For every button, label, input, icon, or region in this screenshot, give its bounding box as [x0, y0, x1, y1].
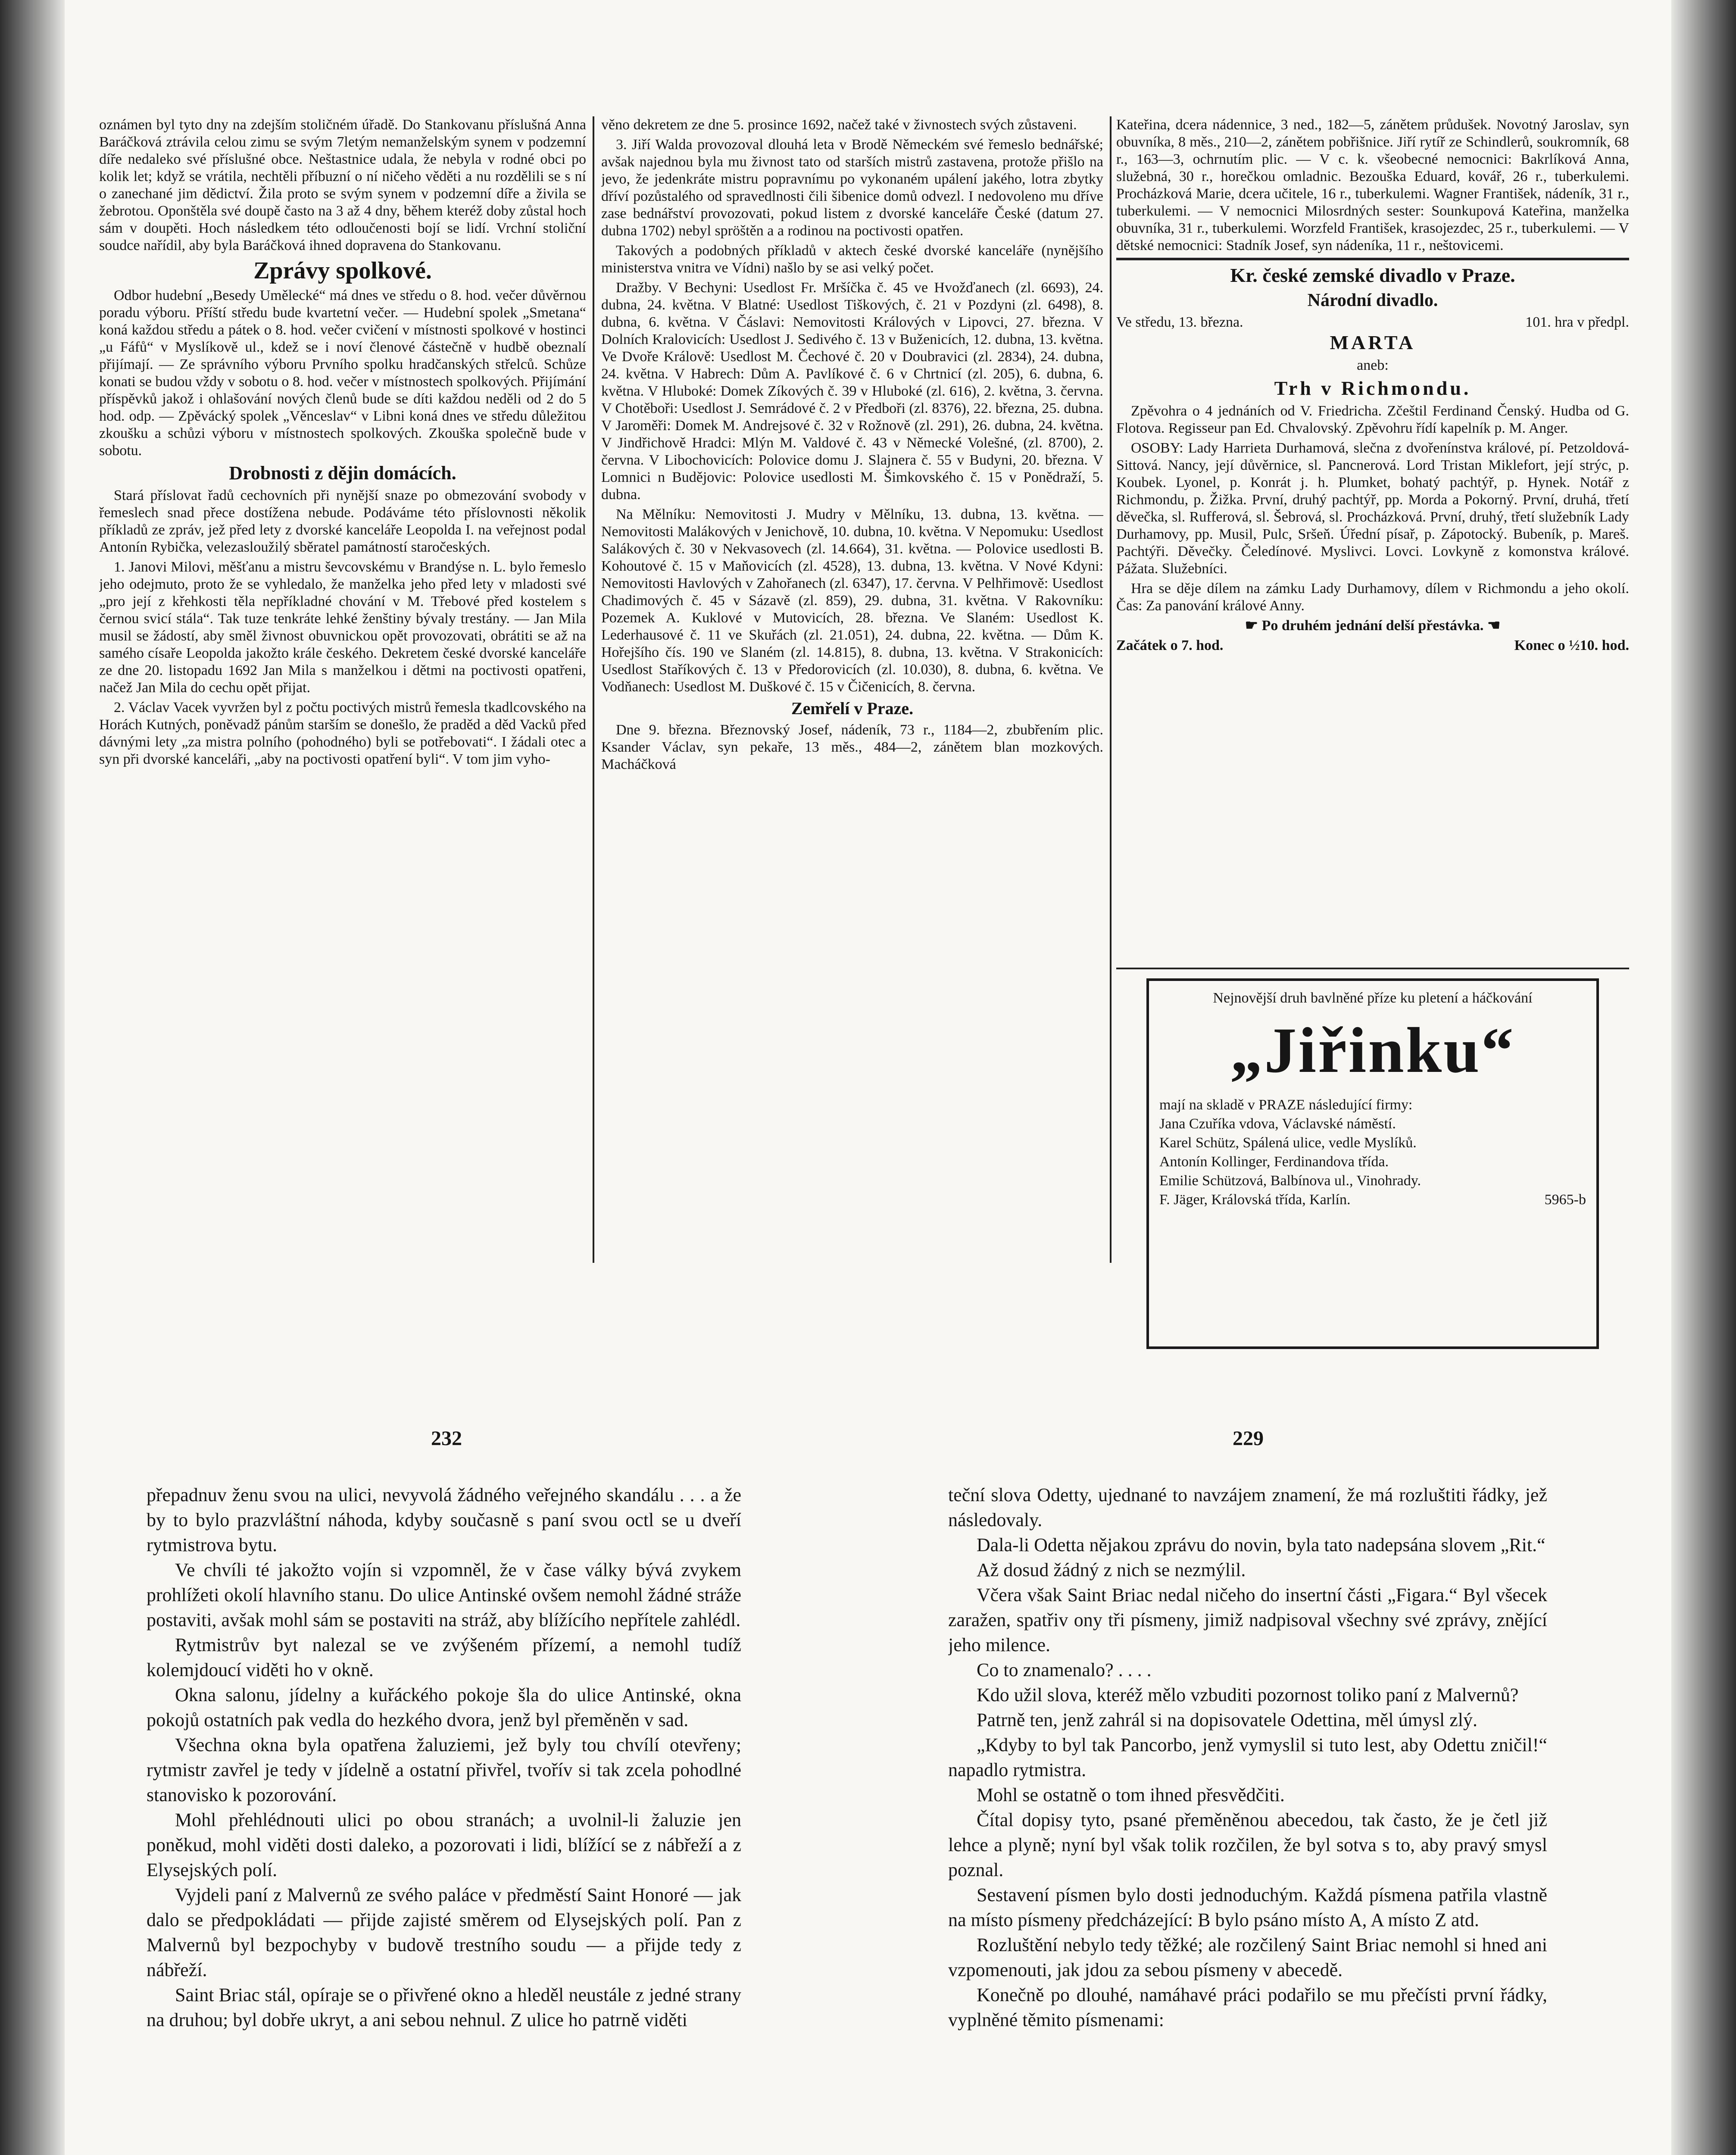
ad-firm: Antonín Kollinger, Ferdinandova třída.	[1159, 1154, 1389, 1170]
book-paragraph: Vyjdeli paní z Malvernů ze svého paláce v předměstí Saint Honoré — jak dalo se předpokládati — přijde zajisté směrem od Elysejských polí. Pan z Malvernů byl bezpochyby v budově trestního soudu — a přijde tedy z nábřeží.	[147, 1884, 741, 1980]
news-column-3	[1116, 116, 1629, 970]
book-paragraph: Všechna okna byla opatřena žaluziemi, jež byly tou chvílí otevřeny; rytmistr zavřel je tedy v jídelně a ostatní přivřel, tvořív si tak zcela pohodlné stanovisko k pozorování.	[147, 1734, 741, 1805]
book-paragraph: přepadnuv ženu svou na ulici, nevyvolá žádného veřejného skandálu . . . a že by to bylo prazvláštní náhoda, kdyby současně s paní svou octl se u dveří rytmistrova bytu.	[147, 1484, 741, 1555]
book-paragraph: Čítal dopisy tyto, psané přeměněnou abecedou, tak často, že je četl již lehce a plyně; nyní byl však tolik rozčilen, že byl sotva s to, aby pravý smysl poznal.	[948, 1809, 1547, 1880]
book-paragraph: „Kdyby to byl tak Pancorbo, jenž vymyslil si tuto lest, aby Odettu zničil!“ napadlo rytmistra.	[948, 1734, 1547, 1780]
column-rule	[1110, 116, 1112, 1263]
news-paragraph: Na Mělníku: Nemovitosti J. Mudry v Mělníku, 13. dubna, 13. května. — Nemovitosti Malákových v Jenichově, 10. dubna, 10. května. V Nepomuku: Usedlost Salákových č. 30 v Nekvasovech (zl. 14.664), 31. května. — Polovice usedlosti B. Kohoutové č. 15 v Maňovicích (zl. 4528), 13. dubna, 13. května. V Nové Kdyni: Nemovitosti Havlových v Zahořanech (zl. 6347), 17. června. V Pelhřimově: Usedlost Chadimových č. 45 v Sázavě (zl. 859), 29. dubna, 31. května. V Rakovníku: Pozemek A. Kuklové v Mutovicích, 28. března. Ve Slaném: Usedlost K. Lederhausové č. 11 ve Skuřách (zl. 21.051), 24. dubna, 22. května. — Dům K. Hořejšího čís. 190 ve Slaném (zl. 14.815), 8. dubna, 13. května. V Strakonicích: Usedlost Staříkových č. 13 v Předorovicích (zl. 10.030), 8. dubna, 6. května. Ve Vodňanech: Usedlost M. Duškové č. 15 v Čičenicích, 8. června.	[601, 506, 1103, 695]
ad-firm: Emilie Schützová, Balbínova ul., Vinohrady.	[1159, 1173, 1421, 1189]
book-paragraph: Rozluštění nebylo tedy těžké; ale rozčilený Saint Briac nemohl si hned ani vzpomenouti, jak jdou za sebou písmeny v abecedě.	[948, 1934, 1547, 1980]
book-paragraph: Sestavení písmen bylo dosti jednoduchým. Každá písmena patřila vlastně na místo písmeny předcházející: B bylo psáno místo A, A místo Z atd.	[948, 1884, 1547, 1930]
book-paragraph: Patrně ten, jenž zahrál si na dopisovatele Odettina, měl úmysl zlý.	[977, 1709, 1477, 1730]
end-time: Konec o ½10. hod.	[1514, 637, 1629, 653]
ad-intro: Nejnovější druh bavlněné příze ku pletení a háčkování	[1213, 990, 1533, 1006]
section-heading: Drobnosti z dějin domácích.	[229, 462, 456, 484]
book-paragraph: Co to znamenalo? . . . .	[977, 1659, 1152, 1680]
ad-firm: F. Jäger, Královská třída, Karlín.	[1159, 1192, 1351, 1208]
news-paragraph: Hra se děje dílem na zámku Lady Durhamovy, dílem v Richmondu a jeho okolí. Čas: Za panování králové Anny.	[1116, 581, 1629, 614]
section-heading: Zemřelí v Praze.	[791, 699, 914, 718]
subscription-number: 101. hra v předpl.	[1525, 314, 1629, 330]
divider	[1116, 258, 1629, 260]
ad-firm: Karel Schütz, Spálená ulice, vedle Myslíků.	[1159, 1135, 1417, 1151]
news-paragraph: oznámen byl tyto dny na zdejším stoličném úřadě. Do Stankovanu příslušná Anna Baráčková ztrávila celou zimu se svým 7letým nemanželským synem v podzemní díře nedaleko své příslušné obce. Neštastnice udala, že nebyla v rodné obci po kolik let; když se vrátila, nechtěli příbuzní o ní ničeho věděti a nu rozdělili se s ní o zanechané jim dědictví. Žila proto se svým synem v podzemní díře a živila se žebrotou. Oponštěla své doupě často na 3 až 4 dny, během kteréž doby zůstal hoch sám v doupěti. Hoch následkem této odloučenosti bojí se lidí. Vrchní stoliční soudce nařídil, aby byla Baráčková ihned dopravena do Stankovanu.	[99, 117, 586, 253]
news-paragraph: Odbor hudební „Besedy Umělecké“ má dnes ve středu o 8. hod. večer důvěrnou poradu výboru. Příští středu bude kvartetní večer. — Hudební spolek „Smetana“ koná každou středu a pátek o 8. hod. večer cvičení v místnosti spolkové v hostinci „u Fáfů“ v Myslíkově ul., kdež se i noví členové částečně v hudbě obeznalí přijímají. — Ze správního výboru Prvního spolku hradčanských střelců. Schůze konati se budou vždy v sobotu o 8. hod. večer v místnostech spolkových. Přijímání příspěvků jakož i ohlašování nových členů bude se díti každou neděli od 2 do 5 hod. odp. — Zpěvácký spolek „Věnceslav“ v Libni koná dnes ve středu důležitou zkoušku a schůzi výboru v místnostech spolkových. Zkouška společně bude v sobotu.	[99, 287, 586, 459]
book-paragraph: Včera však Saint Briac nedal ničeho do insertní části „Figara.“ Byl všecek zaražen, spatřiv ony tři písmeny, jimiž nadpisoval všechny své zprávy, znějící jeho milence.	[948, 1584, 1547, 1655]
section-heading: Zprávy spolkové.	[253, 257, 432, 284]
news-paragraph: Stará příslovat řadů cechovních při nynější snaze po obmezování svobody v řemeslech snad přece dostížena nebude. Podáváme této příslovnosti několik příkladů ze zpráv, jež před lety z dvorské kanceláře Leopolda I. na veřejnost podal Antonín Rybička, velezasloužilý sběratel památností staročeských.	[99, 487, 586, 555]
opera-aneb: aneb:	[1357, 357, 1389, 373]
ad-intro-2: mají na skladě v PRAZE následující firmy:	[1159, 1097, 1413, 1113]
book-column-left	[147, 1483, 741, 2155]
ad-firm: Jana Czuříka vdova, Václavské náměstí.	[1159, 1116, 1396, 1132]
book-paragraph: Ve chvíli té jakožto vojín si vzpomněl, že v čase války bývá zvykem prohlížeti okolí hlavního stanu. Do ulice Antinské ovšem nemohl žádné stráže postaviti, avšak mohl sám se postaviti na stráž, aby blížícího nepřítele zahlédl.	[147, 1559, 741, 1630]
book-paragraph: teční slova Odetty, ujednané to navzájem znamení, že má rozluštiti řádky, jež následovaly.	[948, 1484, 1547, 1530]
book-paragraph: Rytmistrův byt nalezal se ve zvýšeném přízemí, a nemohl tudíž kolemjdoucí viděti ho v okně.	[147, 1634, 741, 1680]
news-paragraph: Dne 9. března. Březnovský Josef, nádeník, 73 r., 1184—2, zbubřením plic. Ksander Václav, syn pekaře, 13 měs., 484—2, zánětem blan mozkových. Macháčková	[601, 722, 1103, 772]
news-paragraph: 1. Janovi Milovi, měšťanu a mistru ševcovskému v Brandýse n. L. bylo řemeslo jeho odejmuto, proto že se vyhledalo, že manželka jeho před lety v mladosti své „pro její z křehkosti těla nepříkladné chování v M. Třebové před kostelem s černou svicí stála“. Tak tuze tenkráte lehké ženštiny bývaly trestány. — Jan Mila musil se žádostí, aby směl živnost obuvnickou opět provozovati, obrátiti se až na samého císaře Leopolda jakožto krále českého. Dekretem české dvorské kanceláře ze dne 20. listopadu 1692 Jan Mila s manželkou i dětmi na poctivosti opatřeni, načež Jan Mila do cechu opět přijat.	[99, 559, 586, 696]
time-row	[1116, 637, 1629, 654]
pointing-hand-icon: ☛	[1245, 618, 1262, 634]
ad-brand: „Jiřinku“	[1230, 1015, 1515, 1086]
theatre-title: Kr. české zemské divadlo v Praze.	[1230, 264, 1515, 286]
book-paragraph: Až dosud žádný z nich se nezmýlil.	[977, 1559, 1246, 1580]
scan-edge-right	[1671, 0, 1736, 2155]
news-column-2	[601, 116, 1103, 1276]
column-rule	[593, 116, 594, 1263]
page-number-left: 232	[431, 1427, 462, 1450]
book-column-right	[948, 1483, 1547, 2155]
opera-subtitle: Trh v Richmondu.	[1274, 377, 1471, 399]
book-paragraph: Konečně po dlouhé, namáhavé práci podařilo se mu přečísti první řádky, vyplněné těmito písmenami:	[948, 1984, 1547, 2030]
book-paragraph: Saint Briac stál, opíraje se o přivřené okno a hleděl neustále z jedné strany na druhou; byl dobře ukryt, a ani sebou nehnul. Z ulice ho patrně viděti	[147, 1984, 741, 2030]
book-paragraph: Dala-li Odetta nějakou zprávu do novin, byla tato nadepsána slovem „Rit.“	[977, 1534, 1546, 1555]
theatre-subtitle: Národní divadlo.	[1307, 290, 1438, 310]
news-paragraph: 2. Václav Vacek vyvržen byl z počtu poctivých mistrů řemesla tkadlcovského na Horách Kutných, poněvadž pánům starším se donešlo, že praděd a děd Vacků před dávnými lety „za mistra polního (pohodného) byli se potřebovati“. I žádali otec a syn při dvorské kanceláři, „aby na poctivosti opatření byli“. V tom jim vyho-	[99, 700, 586, 767]
cast-list: OSOBY: Lady Harrieta Durhamová, slečna z dvořenínstva králové, pí. Petzoldová-Sittová. Nancy, její důvěrnice, sl. Pancnerová. Lord Tristan Miklefort, její strýc, p. Koubek. Lyonel, p. Konrát j. h. Plumket, bohatý pachtýř, p. Hynek. Notář z Richmondu, p. Žižka. První, druhý pachtýř, pp. Morda a Pokorný. První, druhá, třetí děvečka, sl. Rufferová, sl. Šebrová, sl. Procházková. První, druhý, třetí služebník Lady Durhamovy, pp. Musil, Pulc, Sršeň. Úřední písař, p. Zápotocký. Bubeník, p. Mareš. Pachtýři. Děvečky. Čeledínové. Myslivci. Lovci. Lovkyně z komonstva králové. Pážata. Služebníci.	[1116, 440, 1629, 577]
news-paragraph: Takových a podobných příkladů v aktech české dvorské kanceláře (nynějšího ministerstva vnitra ve Vídni) našlo by se asi velký počet.	[601, 243, 1103, 276]
performance-date: Ve středu, 13. března.	[1116, 314, 1243, 330]
performance-date-row	[1116, 314, 1629, 331]
book-paragraph: Mohl se ostatně o tom ihned přesvědčiti.	[977, 1784, 1285, 1805]
news-paragraph: Dražby. V Bechyni: Usedlost Fr. Mršíčka č. 45 ve Hvožďanech (zl. 6693), 24. dubna, 24. května. V Blatné: Usedlost Tiškových, č. 21 v Pozdyni (zl. 6498), 8. dubna, 6. května. V Čáslavi: Nemovitosti Králových v Lipovci, 27. března. V Dolních Kralovicích: Usedlost J. Sedivého č. 13 v Buženicích, 12. dubna, 13. května. Ve Dvoře Králově: Usedlost M. Čechové č. 20 v Doubravici (zl. 2834), 24. dubna, 24. května. V Habrech: Dům A. Pavlíkové č. 6 v Chrtnicí (zl. 205), 6. dubna, 6. května. V Hluboké: Domek Zíkových č. 39 v Hluboké (zl. 616), 2. května, 3. června. V Chotěboři: Usedlost J. Semrádové č. 2 v Předboři (zl. 8376), 22. března, 25. dubna. V Jaroměři: Domek M. Andrejsové č. 32 v Rožnově (zl. 291), 26. dubna, 24. května. V Jindřichově Hradci: Mlýn M. Valdové č. 43 v Německé Volešné, (zl. 8700), 2. června. V Libochovicích: Polovice domu J. Slajnera č. 55 v Budyni, 20. března. V Lomnici n Budějovic: Polovice usedlosti M. Šimkovského č. 15 v Ponědraží, 5. dubna.	[601, 280, 1103, 503]
news-paragraph: Kateřina, dcera nádennice, 3 ned., 182—5, zánětem průdušek. Novotný Jaroslav, syn obuvníka, 8 měs., 210—2, zánětem pobřišnice. Jiří rytíř ze Schindlerů, soukromník, 68 r., 163—3, ochrnutím plic. — V c. k. všeobecné nemocnici: Bakrlíková Anna, služebná, 30 r., horečkou omladnic. Bezouška Eduard, kovář, 26 r., tuberkulemi. Procházková Marie, dcera učitele, 16 r., tuberkulemi. Wagner František, nádeník, 31 r., tuberkulemi. — V nemocnici Milosrdných sester: Sounkupová Kateřina, manželka obuvníka, 31 r., tuberkulemi. Worzfeld František, krasojezdec, 25 r., tuberkulemi. — V dětské nemocnici: Stadník Josef, syn nádeníka, 11 r., neštovicemi.	[1116, 117, 1629, 253]
scan-edge-left	[0, 0, 65, 2155]
pointing-hand-icon: ☚	[1483, 618, 1501, 634]
advertisement-box	[1146, 978, 1599, 1349]
news-paragraph: 3. Jiří Walda provozoval dlouhá leta v Brodě Německém své řemeslo bednářské; avšak najednou byla mu živnost tato od starších mistrů zastavena, protože přišlo na jevo, že jedenkráte mistru popravnímu po vykonaném upálení jakého, lotra zbytky dříví pozůstalého od spravedlnosti čili šibenice domů odvezl. I nedovoleno mu dříve zase bednářství provozovati, pokud listem z dvorské kanceláře České (datum 27. dubna 1702) nebyl spröštěn a a rodinou na poctivosti opatřen.	[601, 137, 1103, 239]
start-time: Začátek o 7. hod.	[1116, 637, 1224, 653]
news-column-1	[99, 116, 586, 1276]
news-paragraph: Zpěvohra o 4 jednáních od V. Friedricha. Zčeštil Ferdinand Čenský. Hudba od G. Flotova. Regisseur pan Ed. Chvalovský. Zpěvohru řídí kapelník p. M. Anger.	[1116, 403, 1629, 436]
opera-title: MARTA	[1330, 331, 1416, 353]
ad-code: 5965-b	[1544, 1192, 1586, 1208]
book-paragraph: Okna salonu, jídelny a kuřáckého pokoje šla do ulice Antinské, okna pokojů ostatních pak vedla do hezkého dvora, jenž byl přeměněn v sad.	[147, 1684, 741, 1730]
page-number-right: 229	[1233, 1427, 1264, 1450]
divider	[1116, 968, 1629, 969]
book-paragraph: Mohl přehlédnouti ulici po obou stranách; a uvolnil-li žaluzie jen poněkud, mohl viděti dosti daleko, a pozorovati i lidi, blížící se z nábřeží a z Elysejských polí.	[147, 1809, 741, 1880]
news-paragraph: věno dekretem ze dne 5. prosince 1692, načež také v živnostech svých zůstaveni.	[601, 117, 1077, 133]
book-paragraph: Kdo užil slova, kteréž mělo vzbuditi pozornost toliko paní z Malvernů?	[977, 1684, 1519, 1705]
ad-last-row	[1159, 1190, 1586, 1209]
intermission-note: ☛ Po druhém jednání delší přestávka. ☚	[1245, 618, 1501, 634]
